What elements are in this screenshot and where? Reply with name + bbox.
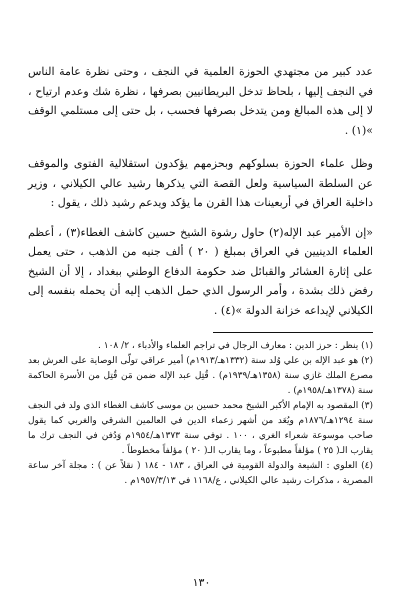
page-number: ١٣٠ <box>192 576 211 589</box>
footnotes <box>28 339 373 489</box>
body-paragraph: عدد كبير من مجتهدي الحوزة العلمية في النجف ، وحتى نظرة عامة الناس في النجف إليها ، بلحاظ تدخل البريطانيين بصرفها ، نظرة شك وعدم ارتياح ، لا إلى هذه المبالغ ومن يتدخل بصرفها فحسب ، بل حتى إلى مستلمي الوقف »(١) . <box>28 65 373 137</box>
paragraph-spacer <box>28 140 373 154</box>
footnote: (٣) المقصود به الإمام الأكبر الشيخ محمد حسين بن موسى كاشف الغطاء الذي ولد في النجف سنة ١٢٩٤هـ/١٨٧٦م ويُعَد من أشهر زعماء الدين في العالمين الشرقي والغربي كما يقول صاحب موسوعة شعراء الغري ، ١٠٠ . توفي سنة ١٣٧٣هـ/١٩٥٤م وَدُفن في النجف ترك ما يقارب الـ( ٢٥ ) مؤلفاً مطبوعاً ، وما يقارب الـ( ٢٠ ) مؤلفاً مخطوطاً . <box>28 401 373 456</box>
footnote-divider <box>213 332 373 333</box>
footnote: (٤) العلوي : الشيعة والدولة القومية في العراق ، ١٨٣ - ١٨٤ ( نقلاً عن ) : مجلة آخر ساعة المصرية ، مذكرات رشيد عالي الكيلاني ، ع/١١٦٨ في ١٩٥٧/٣/١٣م . <box>28 461 373 486</box>
body-paragraph: وظل علماء الحوزة بسلوكهم وبحزمهم يؤكدون استقلالية الفتوى والموقف عن السلطة السياسية ولعل القصة التي يذكرها رشيد عالي الكيلاني ، وزير داخلية العراق في أربعينات هذا القرن ما يؤكد ويدعم رشيد ذلك ، يقول : <box>28 157 373 209</box>
paragraph-spacer <box>28 213 373 223</box>
footnote: (١) ينظر : حرز الدين : معارف الرجال في تراجم العلماء والأدباء ، ٢/ ١٠٨ . <box>98 341 373 351</box>
footnote: (٢) هو عبد الإله بن علي وُلد سنة (١٣٣٢هـ/١٩١٣م) أمير عراقي تولّى الوصاية على العرش بعد مصرع الملك غازي سنة (١٣٥٨هـ/١٩٣٩م) . قُتِل عبد الإله ضمن مَن قُتِل من الأسرة الحاكمة سنة (١٣٧٨هـ/١٩٥٨م) . <box>28 356 374 396</box>
quoted-paragraph: «إن الأمير عبد الإله(٢) حاول رشوة الشيخ حسين كاشف الغطاء(٣) ، أعظم العلماء الدينيين في العراق بمبلغ ( ٢٠ ) ألف جنيه من الذهب ، حتى يعمل على إثارة العشائر والقبائل ضد حكومة الدفاع الوطني ببغداد ، إلا أن الشيخ رفض ذلك بشدة ، وأمر الرسول الذي حمل الذهب إليه أن يحمله بنفسه إلى الكيلاني لإيداعه خزانة الدولة »(٤) . <box>28 225 374 317</box>
document-page <box>28 62 373 489</box>
